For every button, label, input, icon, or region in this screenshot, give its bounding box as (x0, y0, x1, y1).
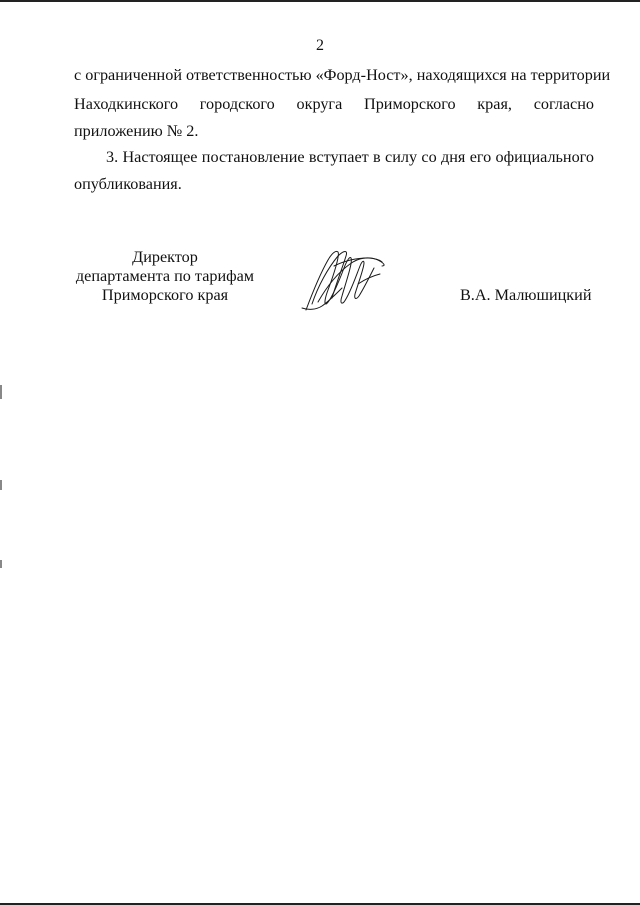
paragraph-2-line-2: опубликования. (74, 175, 182, 193)
signatory-title-line-3: Приморского края (101, 286, 229, 304)
scan-artifact-mark (0, 385, 2, 399)
paragraph-1-line-1: с ограниченной ответственностью «Форд-Ност», находящихся на территории (74, 66, 611, 84)
signatory-title-line-1: Директор (132, 248, 198, 266)
top-scan-edge (0, 0, 640, 2)
paragraph-1-line-3: приложению № 2. (74, 122, 199, 140)
signatory-title (60, 248, 270, 305)
scan-artifact-mark (0, 560, 2, 568)
paragraph-1-line-2: Находкинского городского округа Приморского края, согласно (74, 95, 594, 113)
handwritten-signature-icon (298, 244, 388, 314)
signatory-title-line-2: департамента по тарифам (75, 267, 255, 285)
paragraph-2-line-1: 3. Настоящее постановление вступает в силу со дня его официального (106, 148, 594, 166)
signatory-name: В.А. Малюшицкий (460, 286, 592, 304)
page-number: 2 (316, 37, 324, 54)
scan-artifact-mark (0, 480, 2, 490)
